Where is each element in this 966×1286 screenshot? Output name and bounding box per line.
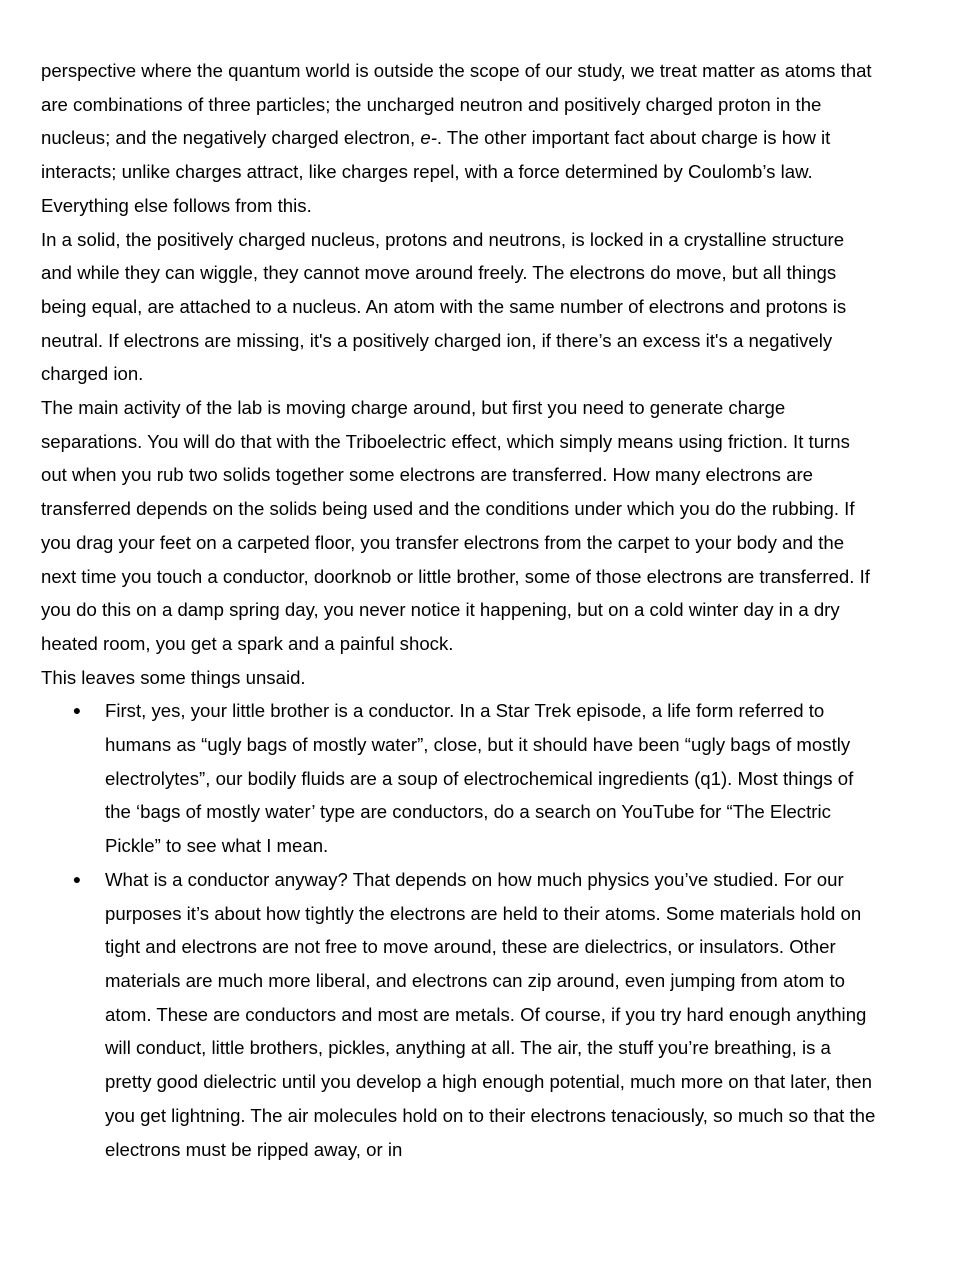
bullet-list (41, 694, 877, 1166)
paragraph-atoms-text-end: . The other important fact about charge is how it interacts; unlike charges attract, like charges repel, with a force determined by Coulomb’s law. Everything else follows from this. (41, 127, 831, 216)
list-item-text: What is a conductor anyway? That depends on how much physics you’ve studied. For our purposes it’s about how tightly the electrons are held to their atoms. Some materials hold on tight and electrons are not free to move around, these are dielectrics, or insulators. Other materials are much more liberal, and electrons can zip around, even jumping from atom to atom. These are conductors and most are metals. Of course, if you try hard enough anything will conduct, little brothers, pickles, anything at all. The air, the stuff you’re breathing, is a pretty good dielectric until you develop a high enough potential, much more on that later, then you get lightning. The air molecules hold on to their electrons tenaciously, so much so that the electrons must be ripped away, or in (105, 868, 876, 1160)
paragraph-atoms (41, 54, 877, 223)
paragraph-triboelectric: The main activity of the lab is moving charge around, but first you need to generate charge separations. You will do that with the Triboelectric effect, which simply means using friction. It turns out when you rub two solids together some electrons are transferred. How many electrons are transferred depends on the solids being used and the conditions under which you do the rubbing. If you drag your feet on a carpeted floor, you transfer electrons from the carpet to your body and the next time you touch a conductor, doorknob or little brother, some of those electrons are transferred. If you do this on a damp spring day, you never notice it happening, but on a cold winter day in a dry heated room, you get a spark and a painful shock. (41, 397, 870, 654)
paragraph-solids: In a solid, the positively charged nucleus, protons and neutrons, is locked in a crystalline structure and while they can wiggle, they cannot move around freely. The electrons do move, but all things being equal, are attached to a nucleus. An atom with the same number of electrons and protons is neutral. If electrons are missing, it's a positively charged ion, if there’s an excess it's a negatively charged ion. (41, 228, 847, 385)
paragraph-atoms-text-start: perspective where the quantum world is outside the scope of our study, we treat matter as atoms that are combinations of three particles; the uncharged neutron and positively charged proton in the nucleus; and the negatively charged electron, (41, 60, 872, 149)
bullet-icon: ● (72, 870, 82, 887)
bullet-icon: ● (72, 702, 82, 719)
document-page (41, 54, 877, 1166)
electron-symbol: e- (420, 127, 437, 149)
paragraph-unsaid: This leaves some things unsaid. (41, 666, 306, 688)
list-item (41, 863, 877, 1166)
list-item-text: First, yes, your little brother is a conductor. In a Star Trek episode, a life form referred to humans as “ugly bags of mostly water”, close, but it should have been “ugly bags of mostly electrolytes”, our bodily fluids are a soup of electrochemical ingredients (q1). Most things of the ‘bags of mostly water’ type are conductors, do a search on YouTube for “The Electric Pickle” to see what I mean. (105, 700, 854, 857)
list-item (41, 694, 877, 863)
